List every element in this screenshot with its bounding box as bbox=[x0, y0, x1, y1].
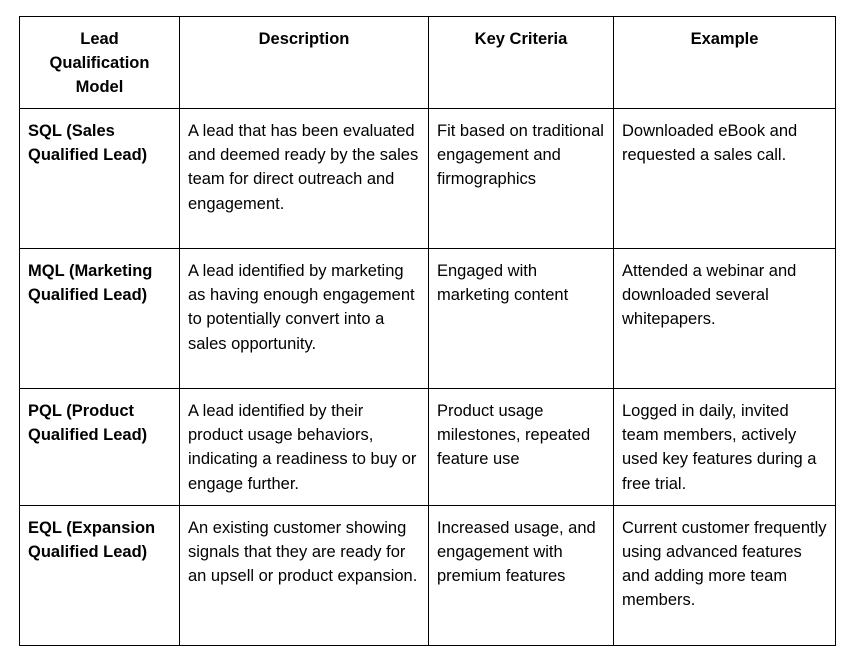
cell-model: PQL (Product Qualified Lead) bbox=[20, 389, 180, 506]
cell-example: Downloaded eBook and requested a sales call. bbox=[614, 109, 836, 249]
cell-example: Logged in daily, invited team members, actively used key features during a free trial. bbox=[614, 389, 836, 506]
cell-example: Attended a webinar and downloaded several whitepapers. bbox=[614, 249, 836, 389]
table-header-row bbox=[20, 17, 836, 109]
cell-model: SQL (Sales Qualified Lead) bbox=[20, 109, 180, 249]
header-key-criteria: Key Criteria bbox=[429, 17, 614, 109]
table-row bbox=[20, 109, 836, 249]
header-example: Example bbox=[614, 17, 836, 109]
header-description: Description bbox=[180, 17, 429, 109]
cell-description: A lead identified by marketing as having enough engagement to potentially convert into a sales opportunity. bbox=[180, 249, 429, 389]
cell-key-criteria: Fit based on traditional engagement and firmographics bbox=[429, 109, 614, 249]
cell-key-criteria: Engaged with marketing content bbox=[429, 249, 614, 389]
cell-key-criteria: Increased usage, and engagement with premium features bbox=[429, 505, 614, 645]
cell-model: EQL (Expansion Qualified Lead) bbox=[20, 505, 180, 645]
header-model: Lead Qualification Model bbox=[20, 17, 180, 109]
cell-description: An existing customer showing signals that they are ready for an upsell or product expansion. bbox=[180, 505, 429, 645]
table-row bbox=[20, 389, 836, 506]
cell-description: A lead identified by their product usage behaviors, indicating a readiness to buy or engage further. bbox=[180, 389, 429, 506]
table-row bbox=[20, 505, 836, 645]
cell-model: MQL (Marketing Qualified Lead) bbox=[20, 249, 180, 389]
cell-description: A lead that has been evaluated and deemed ready by the sales team for direct outreach and engagement. bbox=[180, 109, 429, 249]
lead-qualification-table bbox=[19, 16, 836, 646]
cell-key-criteria: Product usage milestones, repeated feature use bbox=[429, 389, 614, 506]
table-row bbox=[20, 249, 836, 389]
cell-example: Current customer frequently using advanced features and adding more team members. bbox=[614, 505, 836, 645]
